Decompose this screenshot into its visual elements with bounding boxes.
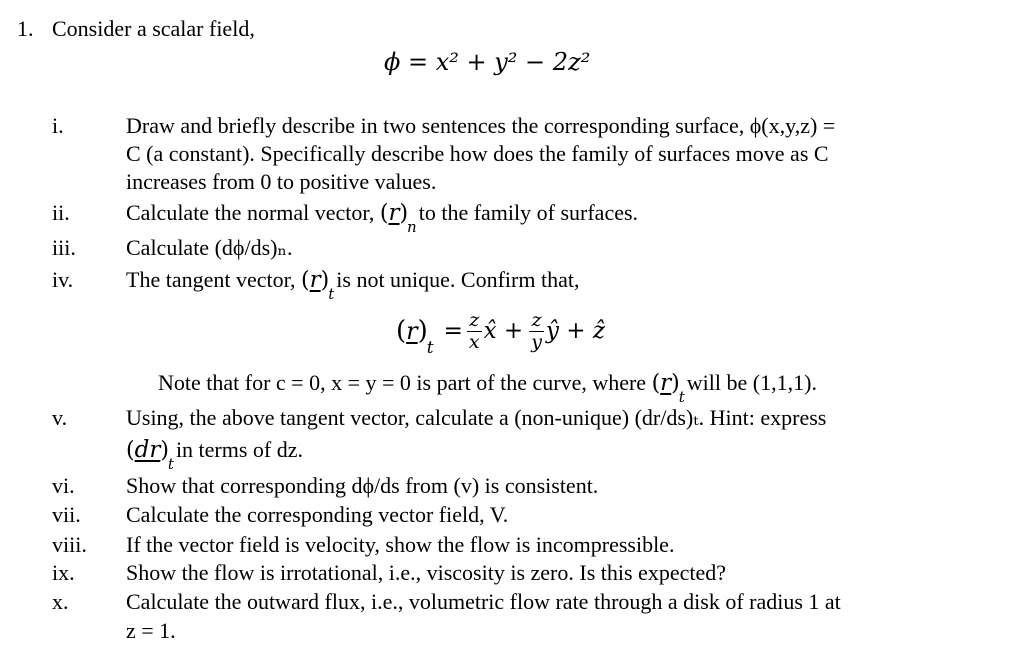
item-label-v: v.: [52, 405, 68, 430]
item-label-ix: ix.: [52, 560, 75, 585]
item-ii-pre: Calculate the normal vector,: [126, 200, 375, 225]
note-text: Note that for c = 0, x = y = 0 is part of the curve, where $(r)_twill$ be (1,1,1).: [158, 370, 817, 406]
item-i-line-3: increases from 0 to positive values.: [126, 169, 437, 194]
item-label-iii: iii.: [52, 235, 76, 260]
item-ii-text: [126, 200, 639, 236]
item-iv-pre: The tangent vector,: [126, 267, 296, 292]
item-ix-text: Show the flow is irrotational, i.e., viscosity is zero. Is this expected?: [126, 560, 726, 585]
item-x-line-2: z = 1.: [126, 618, 176, 643]
fraction-z-over-x: $\frac{z}{x}$: [468, 308, 480, 353]
item-label-ii: ii.: [52, 200, 70, 225]
item-v-line-2: $(dr)_tin$ terms of dz.: [126, 437, 304, 473]
question-number: 1.: [17, 16, 34, 41]
item-label-iv: iv.: [52, 267, 74, 292]
item-ii-post: to the family of surfaces.: [418, 200, 639, 225]
item-vi-text: Show that corresponding dϕ/ds from (v) is consistent.: [126, 473, 599, 498]
item-label-i: i.: [52, 113, 64, 138]
item-vii-text: Calculate the corresponding vector field, V.: [126, 502, 509, 527]
question-intro: Consider a scalar field,: [52, 16, 255, 41]
item-viii-text: If the vector field is velocity, show the flow is incompressible.: [126, 532, 675, 557]
normal-vector-symbol: $(r)_n$: [379, 200, 417, 236]
item-i-line-1: Draw and briefly describe in two sentences the corresponding surface, ϕ(x,y,z) =: [126, 113, 836, 138]
item-iii-text: Calculate (dϕ/ds)ₙ.: [126, 235, 293, 260]
item-i-line-2: C (a constant). Specifically describe how does the family of surfaces move as C: [126, 141, 829, 166]
item-iv-text: [126, 267, 580, 303]
dr-vector-symbol: $(dr)_t$: [126, 437, 174, 473]
fraction-z-over-y: $\frac{z}{y}$: [531, 308, 542, 353]
tangent-vector-symbol: $(r)_t$: [301, 267, 335, 303]
field-equation: ϕ = x² + y² − 2z²: [384, 48, 591, 76]
item-iv-post: is not unique. Confirm that,: [336, 267, 580, 292]
item-x-line-1: Calculate the outward flux, i.e., volumetric flow rate through a disk of radius 1 at: [126, 589, 841, 614]
item-label-x: x.: [52, 589, 69, 614]
item-label-vii: vii.: [52, 502, 81, 527]
tangent-equation: $(r)_t$ = $\frac{z}{x}$ x̂ + $\frac{z}{y}$ ŷ + ẑ: [396, 308, 605, 358]
item-label-vi: vi.: [52, 473, 75, 498]
tangent-vector-symbol-note: $(r)_t$: [651, 370, 685, 406]
item-label-viii: viii.: [52, 532, 87, 557]
item-v-line-1: Using, the above tangent vector, calculate a (non-unique) (dr/ds)ₜ. Hint: express: [126, 405, 827, 430]
